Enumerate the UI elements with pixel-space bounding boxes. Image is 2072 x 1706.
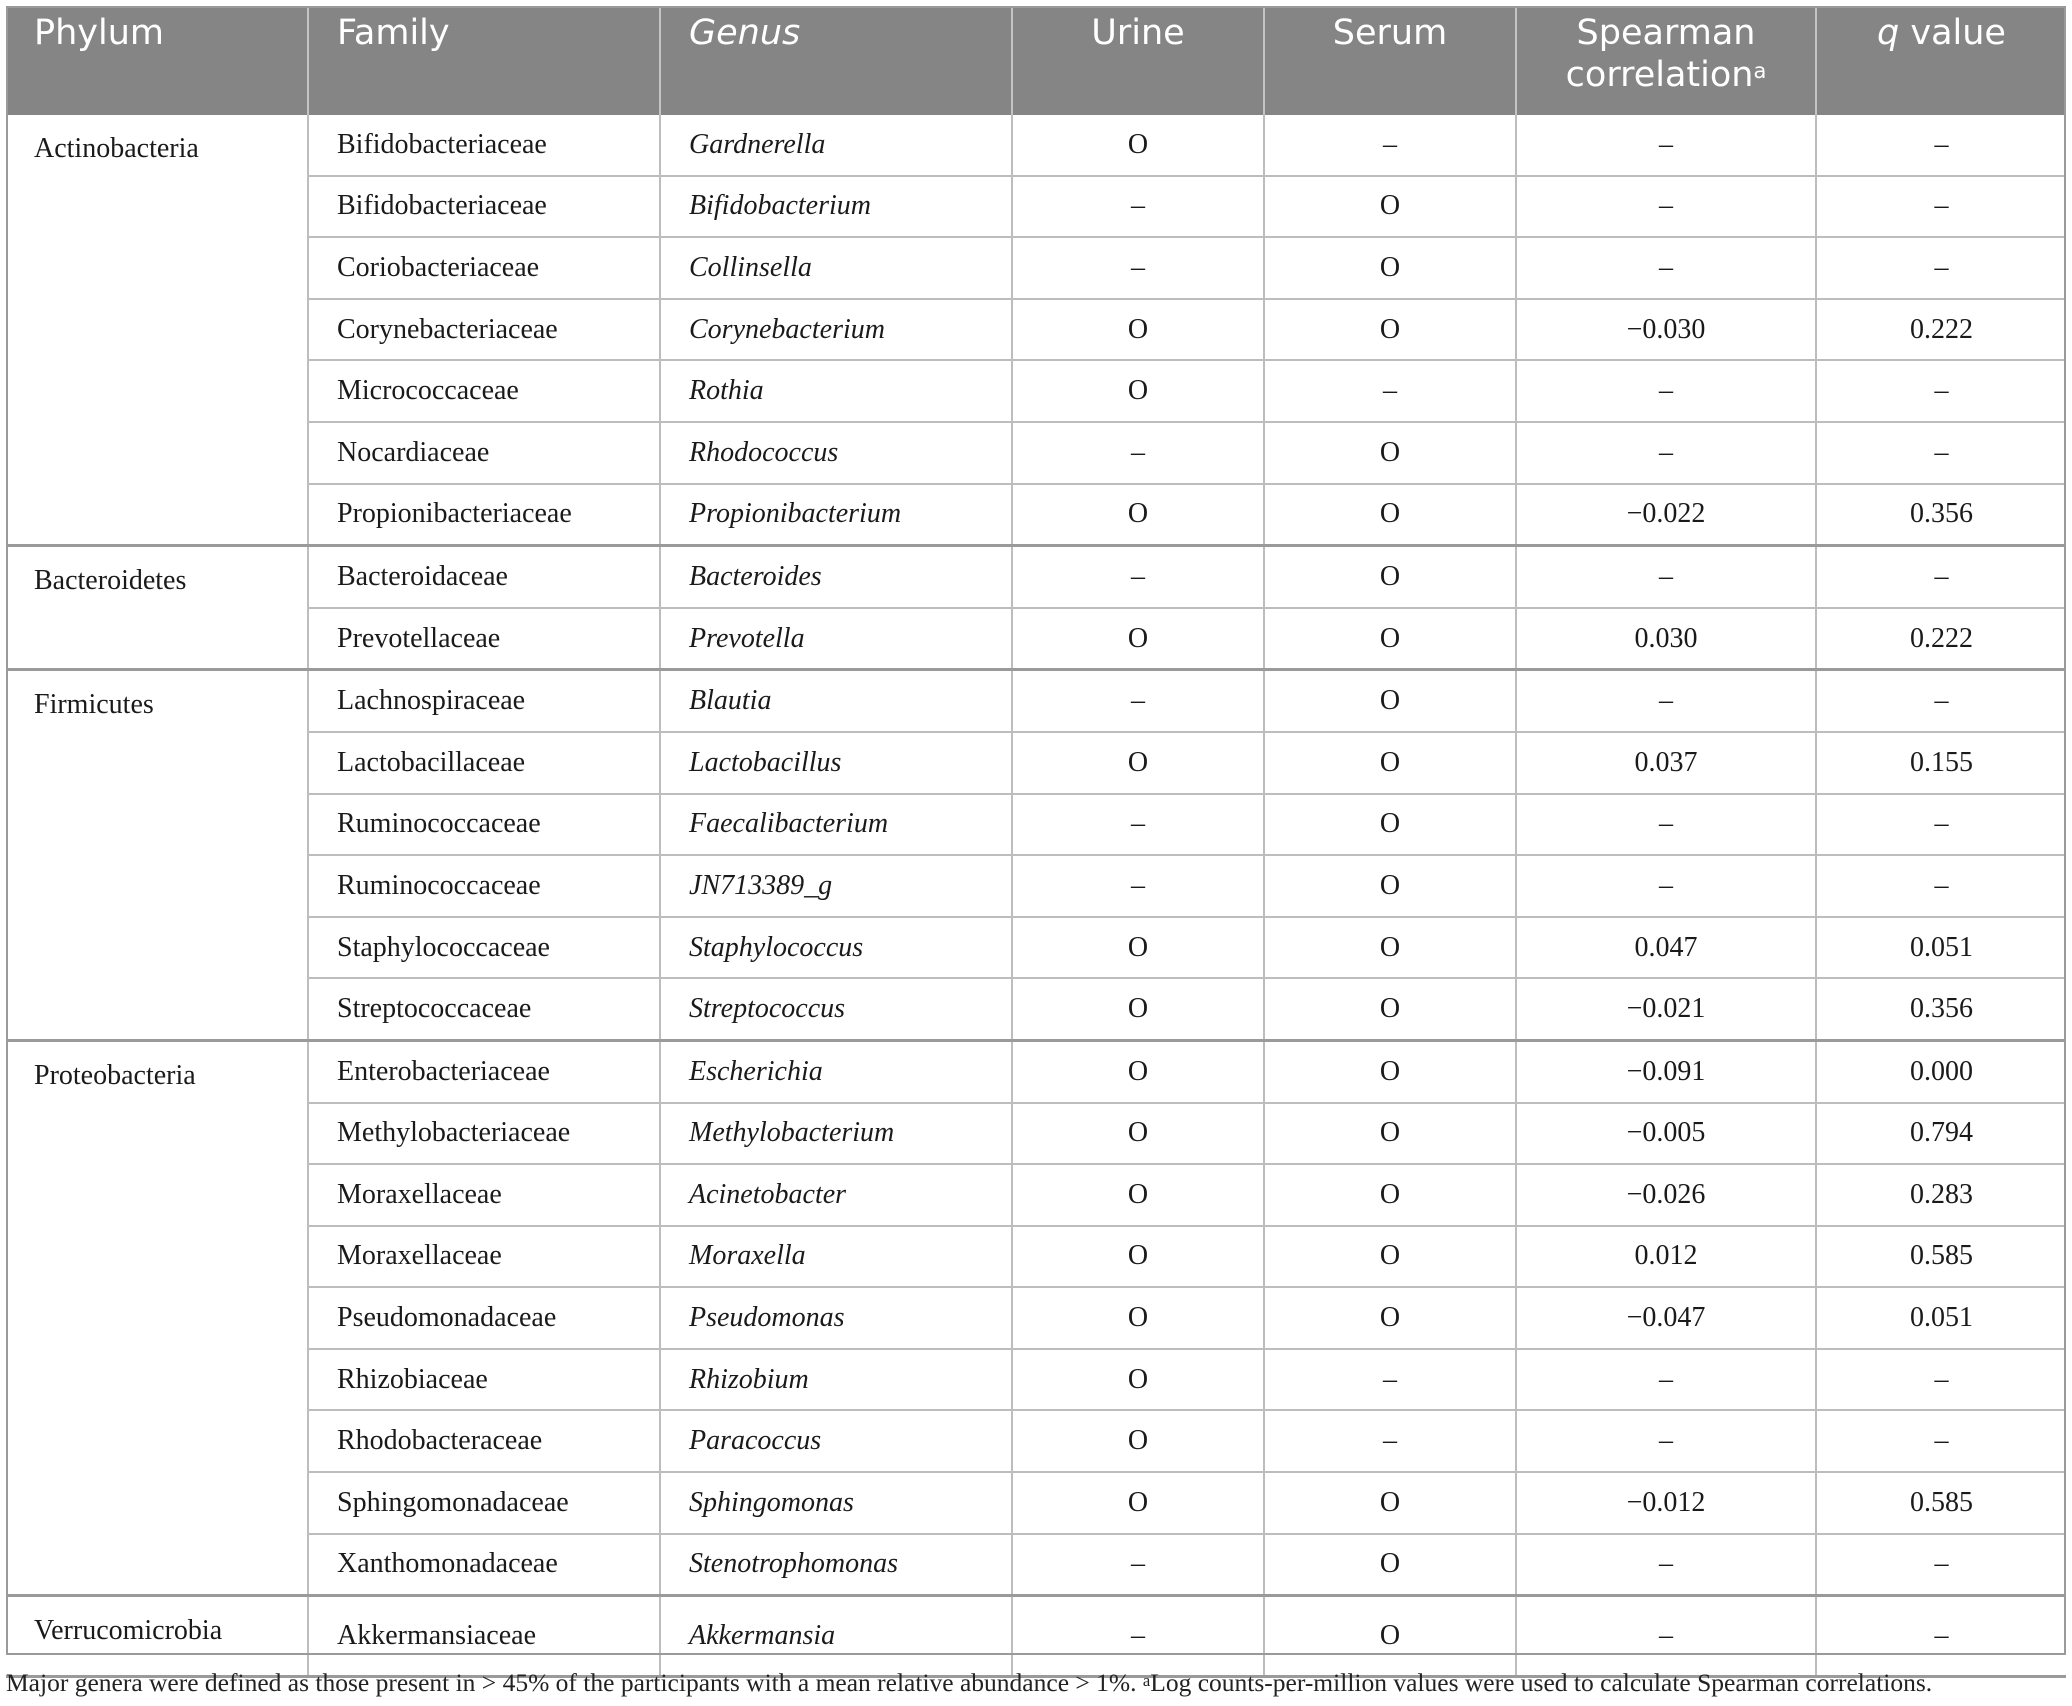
genus-cell: Gardnerella [660, 115, 1012, 176]
q-value-cell: 0.155 [1816, 732, 2066, 794]
table-row [6, 1287, 2066, 1349]
table-row [6, 115, 2066, 176]
genera-table-container [6, 6, 2066, 1678]
header-q-value [1816, 6, 2066, 115]
serum-cell: – [1264, 115, 1516, 176]
q-value-cell: – [1816, 422, 2066, 484]
serum-cell: – [1264, 1410, 1516, 1472]
header-spearman-footnote-mark: a [1753, 59, 1767, 83]
genus-cell: Corynebacterium [660, 299, 1012, 361]
table-row [6, 176, 2066, 238]
family-cell: Enterobacteriaceae [308, 1040, 660, 1102]
header-genus: Genus [660, 6, 1012, 115]
urine-cell: O [1012, 1226, 1264, 1288]
genera-table [6, 6, 2066, 1678]
urine-cell: O [1012, 1410, 1264, 1472]
q-value-cell: 0.222 [1816, 608, 2066, 670]
genus-cell: Prevotella [660, 608, 1012, 670]
table-row [6, 1040, 2066, 1102]
header-spearman [1516, 6, 1816, 115]
q-value-cell: – [1816, 1534, 2066, 1596]
header-row [6, 6, 2066, 115]
spearman-cell: −0.005 [1516, 1103, 1816, 1165]
spearman-cell: −0.047 [1516, 1287, 1816, 1349]
header-urine: Urine [1012, 6, 1264, 115]
table-row [6, 237, 2066, 299]
phylum-cell: Bacteroidetes [6, 546, 308, 670]
q-value-cell: 0.585 [1816, 1226, 2066, 1288]
q-value-cell: 0.356 [1816, 484, 2066, 546]
q-value-cell: – [1816, 360, 2066, 422]
table-row [6, 422, 2066, 484]
serum-cell: O [1264, 422, 1516, 484]
family-cell: Sphingomonadaceae [308, 1472, 660, 1534]
genus-cell: Moraxella [660, 1226, 1012, 1288]
urine-cell: – [1012, 670, 1264, 732]
family-cell: Streptococcaceae [308, 978, 660, 1040]
spearman-cell: 0.037 [1516, 732, 1816, 794]
table-row [6, 1472, 2066, 1534]
serum-cell: O [1264, 855, 1516, 917]
urine-cell: O [1012, 1040, 1264, 1102]
table-row [6, 794, 2066, 856]
spearman-cell: – [1516, 115, 1816, 176]
table-row [6, 855, 2066, 917]
genus-cell: Methylobacterium [660, 1103, 1012, 1165]
family-cell: Methylobacteriaceae [308, 1103, 660, 1165]
family-cell: Pseudomonadaceae [308, 1287, 660, 1349]
table-row [6, 1226, 2066, 1288]
spearman-cell: −0.022 [1516, 484, 1816, 546]
genus-cell: Staphylococcus [660, 917, 1012, 979]
serum-cell: O [1264, 670, 1516, 732]
q-value-cell: 0.794 [1816, 1103, 2066, 1165]
spearman-cell: −0.091 [1516, 1040, 1816, 1102]
serum-cell: O [1264, 1103, 1516, 1165]
header-phylum: Phylum [6, 6, 308, 115]
table-row [6, 1410, 2066, 1472]
family-cell: Ruminococcaceae [308, 855, 660, 917]
family-cell: Rhodobacteraceae [308, 1410, 660, 1472]
family-cell: Corynebacteriaceae [308, 299, 660, 361]
family-cell: Xanthomonadaceae [308, 1534, 660, 1596]
q-value-cell: 0.585 [1816, 1472, 2066, 1534]
urine-cell: O [1012, 1472, 1264, 1534]
genus-cell: Paracoccus [660, 1410, 1012, 1472]
genus-cell: Stenotrophomonas [660, 1534, 1012, 1596]
genus-cell: Lactobacillus [660, 732, 1012, 794]
serum-cell: O [1264, 1226, 1516, 1288]
spearman-cell: 0.030 [1516, 608, 1816, 670]
table-body [6, 115, 2066, 1676]
serum-cell: O [1264, 176, 1516, 238]
family-cell: Lactobacillaceae [308, 732, 660, 794]
serum-cell: O [1264, 794, 1516, 856]
urine-cell: O [1012, 360, 1264, 422]
serum-cell: O [1264, 299, 1516, 361]
family-cell: Nocardiaceae [308, 422, 660, 484]
table-row [6, 360, 2066, 422]
urine-cell: O [1012, 1164, 1264, 1226]
urine-cell: O [1012, 484, 1264, 546]
genus-cell: Propionibacterium [660, 484, 1012, 546]
q-value-cell: 0.051 [1816, 917, 2066, 979]
serum-cell: O [1264, 546, 1516, 608]
spearman-cell: – [1516, 546, 1816, 608]
spearman-cell: – [1516, 360, 1816, 422]
q-value-cell: – [1816, 1596, 2066, 1677]
urine-cell: – [1012, 1534, 1264, 1596]
serum-cell: – [1264, 360, 1516, 422]
header-family: Family [308, 6, 660, 115]
genus-cell: Faecalibacterium [660, 794, 1012, 856]
phylum-cell: Firmicutes [6, 670, 308, 1041]
family-cell: Moraxellaceae [308, 1226, 660, 1288]
table-header [6, 6, 2066, 115]
q-value-cell: – [1816, 176, 2066, 238]
spearman-cell: – [1516, 422, 1816, 484]
q-value-cell: – [1816, 115, 2066, 176]
q-value-cell: 0.356 [1816, 978, 2066, 1040]
footnote-rest: Log counts-per-million values were used to calculate Spearman correlations. [1150, 1668, 1933, 1697]
q-value-cell: – [1816, 1349, 2066, 1411]
genus-cell: Rhizobium [660, 1349, 1012, 1411]
table-row [6, 1164, 2066, 1226]
q-value-cell: – [1816, 1410, 2066, 1472]
table-row [6, 1349, 2066, 1411]
genus-cell: JN713389_g [660, 855, 1012, 917]
family-cell: Akkermansiaceae [308, 1596, 660, 1677]
urine-cell: O [1012, 978, 1264, 1040]
spearman-cell: −0.026 [1516, 1164, 1816, 1226]
urine-cell: O [1012, 732, 1264, 794]
urine-cell: O [1012, 115, 1264, 176]
family-cell: Rhizobiaceae [308, 1349, 660, 1411]
family-cell: Staphylococcaceae [308, 917, 660, 979]
urine-cell: O [1012, 1287, 1264, 1349]
q-value-cell: 0.000 [1816, 1040, 2066, 1102]
genus-cell: Escherichia [660, 1040, 1012, 1102]
table-footnote [6, 1668, 2066, 1698]
genus-cell: Collinsella [660, 237, 1012, 299]
family-cell: Micrococcaceae [308, 360, 660, 422]
family-cell: Bifidobacteriaceae [308, 115, 660, 176]
family-cell: Moraxellaceae [308, 1164, 660, 1226]
serum-cell: O [1264, 1287, 1516, 1349]
family-cell: Lachnospiraceae [308, 670, 660, 732]
table-row [6, 1103, 2066, 1165]
table-row [6, 978, 2066, 1040]
urine-cell: – [1012, 546, 1264, 608]
table-row [6, 1534, 2066, 1596]
spearman-cell: 0.012 [1516, 1226, 1816, 1288]
table-row [6, 299, 2066, 361]
urine-cell: – [1012, 237, 1264, 299]
footnote-main: Major genera were defined as those present in > 45% of the participants with a mean relative abundance > 1%. [6, 1668, 1143, 1697]
urine-cell: O [1012, 1349, 1264, 1411]
spearman-cell: – [1516, 1410, 1816, 1472]
table-row [6, 484, 2066, 546]
table-row [6, 1596, 2066, 1677]
table-row [6, 546, 2066, 608]
urine-cell: – [1012, 794, 1264, 856]
serum-cell: O [1264, 1040, 1516, 1102]
family-cell: Ruminococcaceae [308, 794, 660, 856]
genus-cell: Streptococcus [660, 978, 1012, 1040]
serum-cell: O [1264, 978, 1516, 1040]
spearman-cell: – [1516, 1534, 1816, 1596]
urine-cell: – [1012, 422, 1264, 484]
urine-cell: – [1012, 855, 1264, 917]
q-value-cell: 0.051 [1816, 1287, 2066, 1349]
phylum-cell: Actinobacteria [6, 115, 308, 546]
serum-cell: – [1264, 1349, 1516, 1411]
spearman-cell: −0.030 [1516, 299, 1816, 361]
serum-cell: O [1264, 1596, 1516, 1677]
header-spearman-label: Spearman correlation [1565, 13, 1756, 95]
urine-cell: O [1012, 1103, 1264, 1165]
spearman-cell: – [1516, 855, 1816, 917]
table-row [6, 670, 2066, 732]
genus-cell: Sphingomonas [660, 1472, 1012, 1534]
genus-cell: Acinetobacter [660, 1164, 1012, 1226]
serum-cell: O [1264, 732, 1516, 794]
family-cell: Propionibacteriaceae [308, 484, 660, 546]
serum-cell: O [1264, 917, 1516, 979]
q-value-cell: – [1816, 237, 2066, 299]
genus-cell: Pseudomonas [660, 1287, 1012, 1349]
spearman-cell: – [1516, 176, 1816, 238]
spearman-cell: – [1516, 794, 1816, 856]
header-q-rest: value [1899, 13, 2006, 53]
family-cell: Coriobacteriaceae [308, 237, 660, 299]
table-row [6, 608, 2066, 670]
genus-cell: Blautia [660, 670, 1012, 732]
spearman-cell: −0.012 [1516, 1472, 1816, 1534]
urine-cell: – [1012, 1596, 1264, 1677]
genus-cell: Akkermansia [660, 1596, 1012, 1677]
serum-cell: O [1264, 608, 1516, 670]
q-value-cell: – [1816, 855, 2066, 917]
footnote-mark: a [1142, 1671, 1151, 1690]
urine-cell: O [1012, 917, 1264, 979]
phylum-cell: Verrucomicrobia [6, 1596, 308, 1677]
genus-cell: Bacteroides [660, 546, 1012, 608]
spearman-cell: 0.047 [1516, 917, 1816, 979]
serum-cell: O [1264, 1164, 1516, 1226]
family-cell: Bacteroidaceae [308, 546, 660, 608]
spearman-cell: – [1516, 237, 1816, 299]
spearman-cell: – [1516, 670, 1816, 732]
q-value-cell: – [1816, 794, 2066, 856]
family-cell: Prevotellaceae [308, 608, 660, 670]
genus-cell: Rothia [660, 360, 1012, 422]
genus-cell: Rhodococcus [660, 422, 1012, 484]
phylum-cell: Proteobacteria [6, 1040, 308, 1595]
genus-cell: Bifidobacterium [660, 176, 1012, 238]
q-value-cell: – [1816, 670, 2066, 732]
serum-cell: O [1264, 1534, 1516, 1596]
urine-cell: O [1012, 299, 1264, 361]
table-row [6, 917, 2066, 979]
serum-cell: O [1264, 484, 1516, 546]
serum-cell: O [1264, 1472, 1516, 1534]
header-q-italic: q [1877, 13, 1900, 53]
q-value-cell: 0.222 [1816, 299, 2066, 361]
spearman-cell: – [1516, 1596, 1816, 1677]
q-value-cell: – [1816, 546, 2066, 608]
family-cell: Bifidobacteriaceae [308, 176, 660, 238]
spearman-cell: – [1516, 1349, 1816, 1411]
table-row [6, 732, 2066, 794]
spearman-cell: −0.021 [1516, 978, 1816, 1040]
header-serum: Serum [1264, 6, 1516, 115]
urine-cell: O [1012, 608, 1264, 670]
urine-cell: – [1012, 176, 1264, 238]
serum-cell: O [1264, 237, 1516, 299]
q-value-cell: 0.283 [1816, 1164, 2066, 1226]
